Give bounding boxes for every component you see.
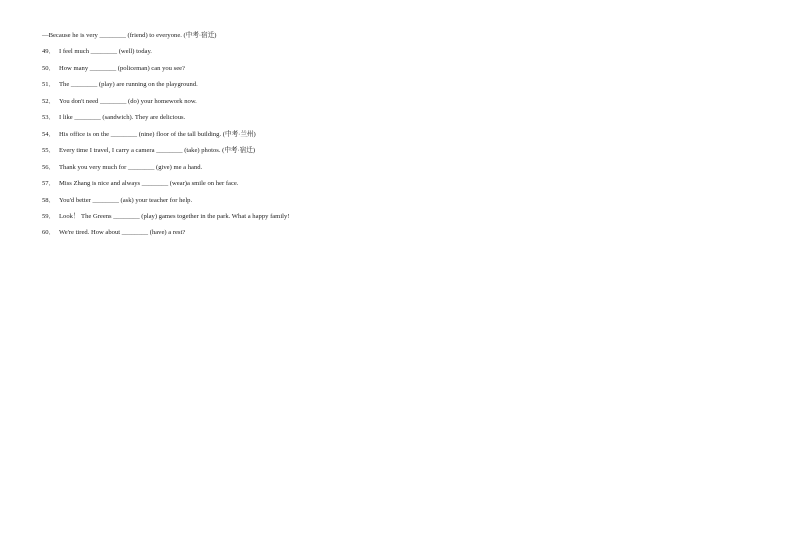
question-line (42, 229, 185, 237)
question-text: Look！ The Greens ________ (play) games together in the park. What a happy family! (59, 212, 290, 220)
question-text: —Because he is very ________ (friend) to everyone. (中考·宿迁) (42, 32, 217, 39)
question-text: I feel much ________ (well) today. (59, 48, 152, 56)
question-line (42, 180, 238, 188)
question-line (42, 98, 197, 106)
question-number: 51． (42, 81, 56, 89)
question-number: 58． (42, 196, 56, 204)
question-line (42, 81, 198, 89)
question-text: I like ________ (sandwich). They are delicious. (59, 114, 186, 122)
question-line (42, 197, 192, 205)
question-number: 59． (42, 212, 56, 220)
question-line (42, 114, 185, 122)
question-line (42, 32, 217, 40)
question-text: How many ________ (policeman) can you see? (59, 64, 185, 72)
question-number: 50． (42, 64, 56, 72)
question-line (42, 131, 256, 139)
question-text: Every time I travel, I carry a camera ________ (take) photos. (中考·宿迁) (59, 147, 256, 155)
question-number: 49． (42, 48, 56, 56)
question-number: 60． (42, 229, 56, 237)
question-line (42, 65, 185, 73)
question-line (42, 164, 202, 172)
question-number: 52． (42, 97, 56, 105)
question-number: 53． (42, 114, 56, 122)
question-text: You'd better ________ (ask) your teacher for help. (59, 196, 193, 204)
question-number: 55． (42, 147, 56, 155)
question-text: Miss Zhang is nice and always ________ (wear)a smile on her face. (59, 180, 239, 188)
question-line (42, 147, 255, 155)
question-text: You don't need ________ (do) your homework now. (59, 97, 197, 105)
question-number: 56． (42, 163, 56, 171)
question-number: 57． (42, 180, 56, 188)
question-line (42, 48, 152, 56)
question-text: His office is on the ________ (nine) floor of the tall building. (中考·兰州) (59, 130, 256, 138)
question-text: We're tired. How about ________ (have) a rest? (59, 229, 186, 237)
question-text: The ________ (play) are running on the playground. (59, 81, 198, 89)
question-line (42, 213, 289, 221)
question-number: 54． (42, 130, 56, 138)
question-text: Thank you very much for ________ (give) me a hand. (59, 163, 203, 171)
